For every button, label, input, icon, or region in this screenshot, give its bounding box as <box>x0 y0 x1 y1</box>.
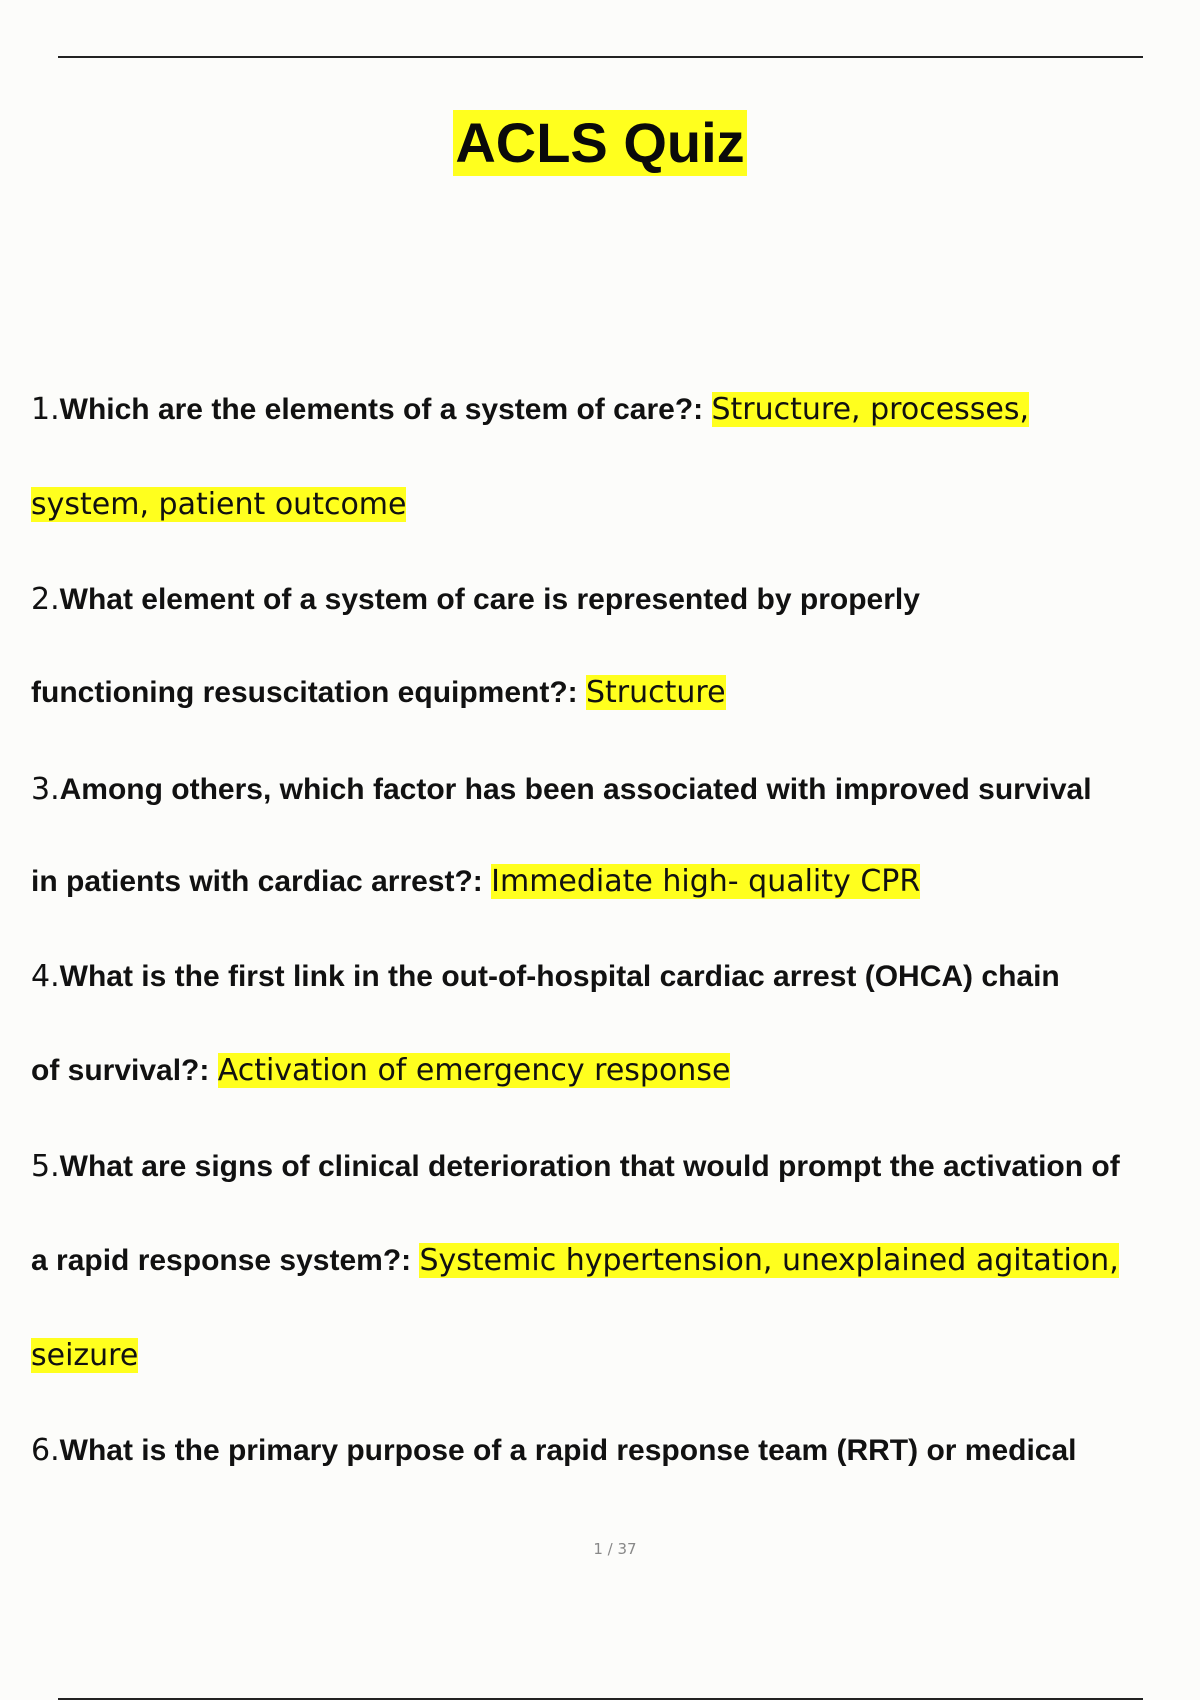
question-number: 1. <box>31 392 60 427</box>
question-line <box>31 1051 730 1091</box>
question-text: Among others, which factor has been associated with improved survival <box>59 773 1092 806</box>
question-line <box>31 957 1060 997</box>
answer-highlight: Immediate high- quality CPR <box>491 864 921 899</box>
question-text: of survival?: <box>31 1054 218 1087</box>
question-line <box>31 485 406 525</box>
answer-highlight: Activation of emergency response <box>217 1053 731 1088</box>
top-rule <box>58 56 1143 58</box>
question-number: 4. <box>31 959 60 994</box>
question-line <box>31 770 1092 810</box>
question-text: Which are the elements of a system of care?: <box>59 393 712 426</box>
question-number: 2. <box>31 582 60 617</box>
question-line <box>31 1147 1120 1187</box>
question-text: functioning resuscitation equipment?: <box>31 676 586 709</box>
title-container <box>0 110 1200 176</box>
question-text: a rapid response system?: <box>31 1244 420 1277</box>
document-title: ACLS Quiz <box>455 111 745 174</box>
question-number: 5. <box>31 1149 60 1184</box>
question-text: What is the first link in the out-of-hospital cardiac arrest (OHCA) chain <box>59 960 1060 993</box>
question-line <box>31 1431 1077 1471</box>
question-text: in patients with cardiac arrest?: <box>31 865 492 898</box>
answer-highlight: system, patient outcome <box>31 487 407 522</box>
question-line <box>31 1336 138 1376</box>
answer-highlight: seizure <box>31 1338 139 1373</box>
answer-highlight: Structure <box>586 675 726 710</box>
page-indicator: 1 / 37 <box>593 1540 637 1558</box>
question-number: 3. <box>31 772 60 807</box>
answer-highlight: Structure, processes, <box>711 392 1030 427</box>
question-line <box>31 390 1029 430</box>
question-text: What is the primary purpose of a rapid response team (RRT) or medical <box>59 1434 1077 1467</box>
question-line <box>31 580 920 620</box>
question-line <box>31 673 726 713</box>
question-text: What are signs of clinical deterioration that would prompt the activation of <box>59 1150 1120 1183</box>
question-text: What element of a system of care is represented by properly <box>59 583 920 616</box>
answer-highlight: Systemic hypertension, unexplained agitation, <box>419 1243 1119 1278</box>
question-line <box>31 862 920 902</box>
question-line <box>31 1241 1119 1281</box>
question-number: 6. <box>31 1433 60 1468</box>
